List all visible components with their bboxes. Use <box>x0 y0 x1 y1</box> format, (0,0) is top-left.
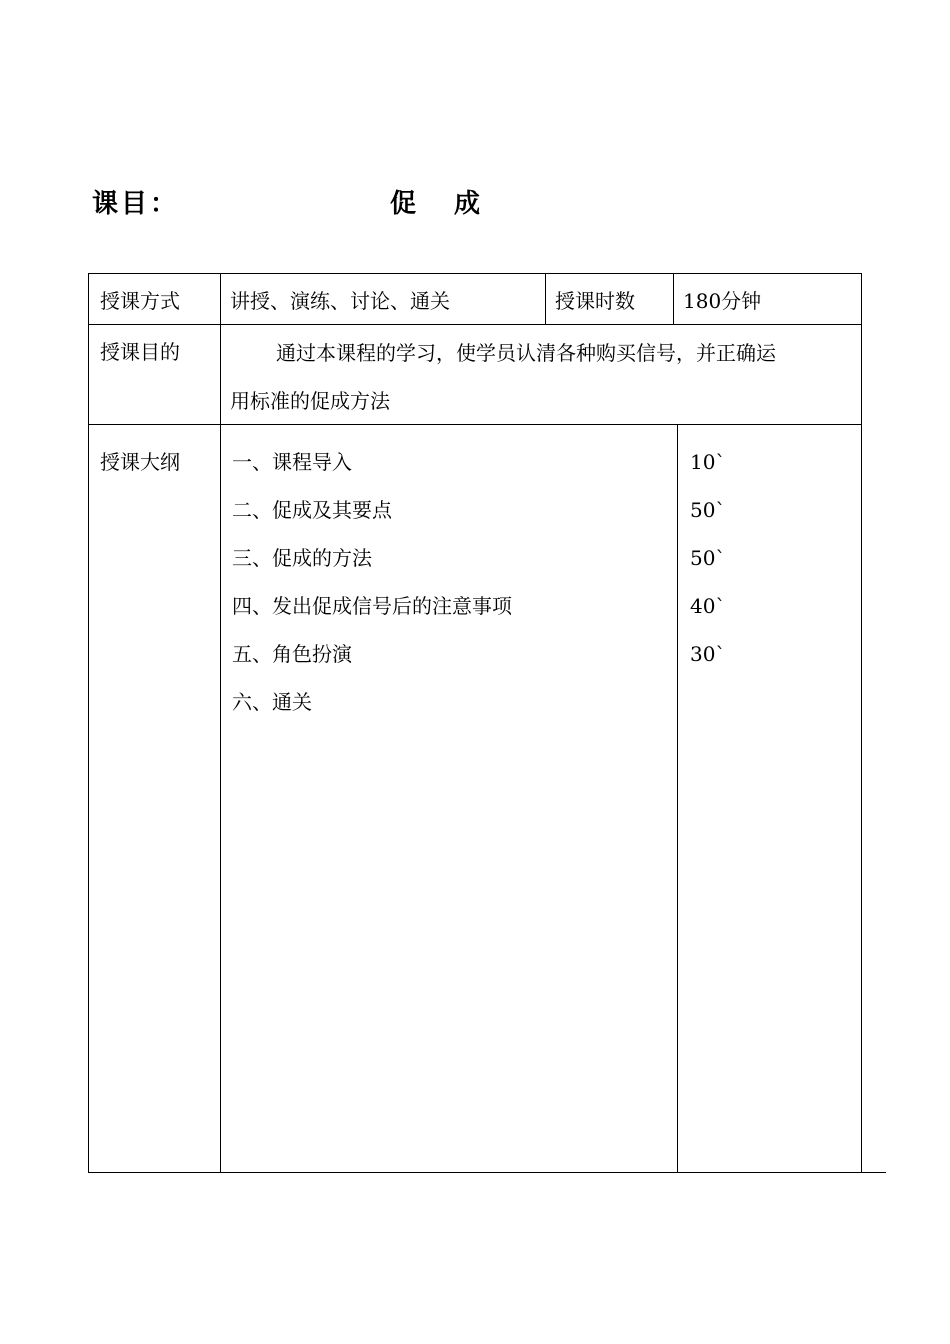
row-divider-2 <box>88 424 862 425</box>
outline-item-title: 二、促成及其要点 <box>232 498 392 522</box>
hours-value: 180分钟 <box>683 289 762 313</box>
outline-item-time: 10` <box>690 450 726 474</box>
method-hours-divider <box>545 273 546 325</box>
table-border-left <box>88 273 89 1173</box>
purpose-line-2: 用标准的促成方法 <box>230 389 390 413</box>
table-border-bottom <box>88 1172 886 1173</box>
method-value: 讲授、演练、讨论、通关 <box>230 289 450 313</box>
outline-item-time: 50` <box>690 498 726 522</box>
label-column-divider <box>220 273 221 1173</box>
outline-item-title: 五、角色扮演 <box>232 642 352 666</box>
row-divider-1 <box>88 324 862 325</box>
method-label: 授课方式 <box>100 289 180 313</box>
outline-item-title: 四、发出促成信号后的注意事项 <box>232 594 512 618</box>
hours-label: 授课时数 <box>555 289 635 313</box>
subject-value: 促成 <box>390 189 519 219</box>
table-border-top <box>88 273 862 274</box>
outline-item-time: 50` <box>690 546 726 570</box>
purpose-line-1: 通过本课程的学习，使学员认清各种购买信号，并正确运 <box>276 341 776 365</box>
purpose-label: 授课目的 <box>100 340 180 364</box>
outline-item-title: 六、通关 <box>232 690 312 714</box>
outline-item-time: 40` <box>690 594 726 618</box>
outline-label: 授课大纲 <box>100 450 180 474</box>
outline-item-title: 一、课程导入 <box>232 450 352 474</box>
outline-item-time: 30` <box>690 642 726 666</box>
hours-value-divider <box>673 273 674 325</box>
outline-item-title: 三、促成的方法 <box>232 546 372 570</box>
subject-label: 课目： <box>92 189 180 219</box>
outline-time-divider <box>677 424 678 1173</box>
table-border-right <box>861 273 862 1173</box>
